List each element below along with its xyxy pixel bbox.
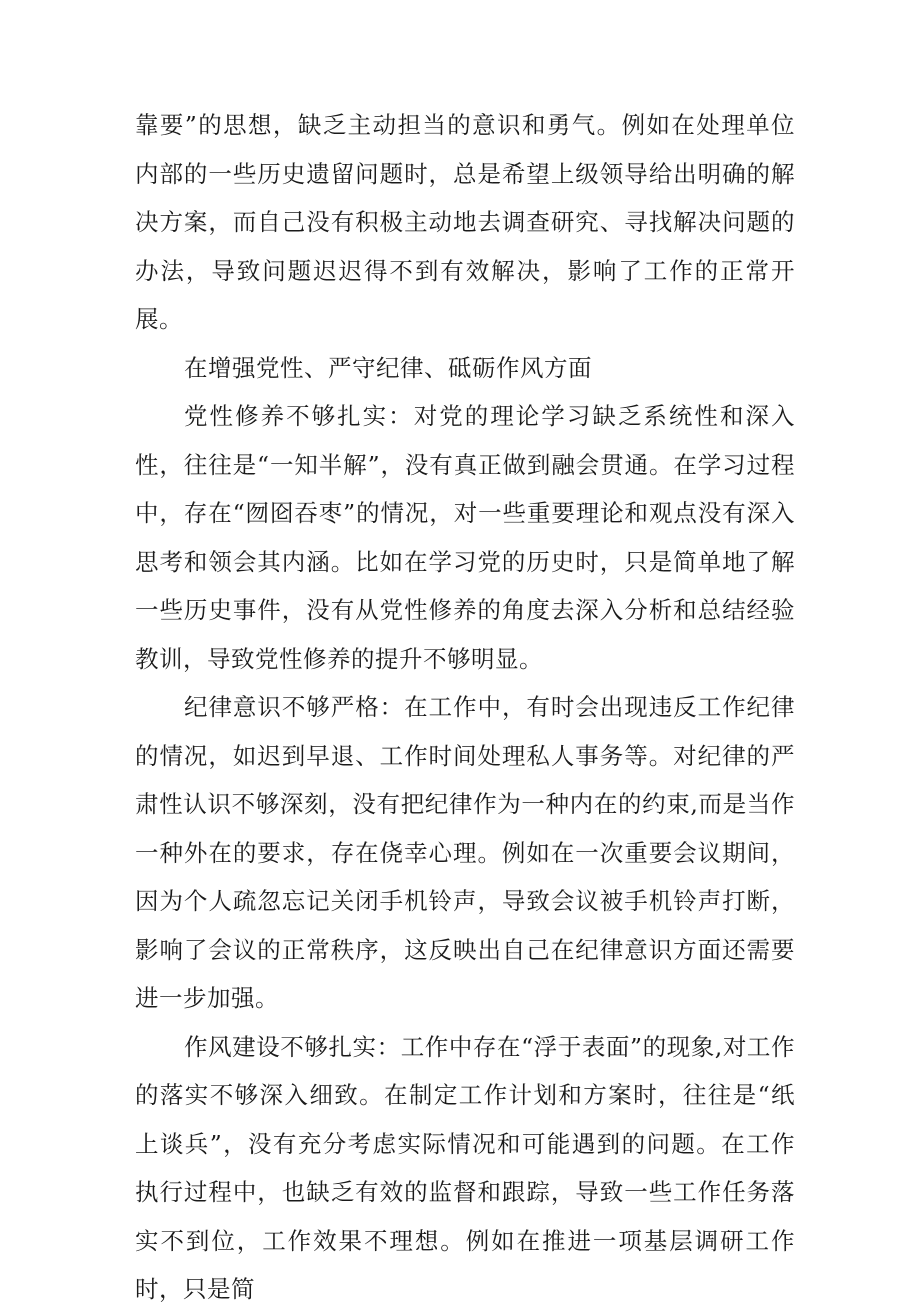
- paragraph-discipline: 纪律意识不够严格：在工作中，有时会出现违反工作纪律的情况，如迟到早退、工作时间处理私人事务等。对纪律的严肃性认识不够深刻，没有把纪律作为一种内在的约束,而是当作一种外在的要求，存在侥幸心理。例如在一次重要会议期间，因为个人疏忽忘记关闭手机铃声，导致会议被手机铃声打断，影响了会议的正常秩序，这反映出自己在纪律意识方面还需要进一步加强。: [135, 693, 795, 1012]
- section-heading: 在增强党性、严守纪律、砥砺作风方面: [184, 353, 592, 382]
- paragraph-party-spirit: 党性修养不够扎实：对党的理论学习缺乏系统性和深入性，往往是“一知半解”，没有真正做到融会贯通。在学习过程中，存在“囫囵吞枣”的情况，对一些重要理论和观点没有深入思考和领会其内涵。比如在学习党的历史时，只是简单地了解一些历史事件，没有从党性修养的角度去深入分析和总结经验教训，导致党性修养的提升不够明显。: [135, 402, 795, 673]
- document-body: [135, 101, 795, 1314]
- paragraph-continuation: 靠要”的思想，缺乏主动担当的意识和勇气。例如在处理单位内部的一些历史遗留问题时，总是希望上级领导给出明确的解决方案，而自己没有积极主动地去调查研究、寻找解决问题的办法，导致问题迟迟得不到有效解决，影响了工作的正常开展。: [135, 111, 795, 333]
- paragraph-work-style: 作风建设不够扎实：工作中存在“浮于表面”的现象,对工作的落实不够深入细致。在制定工作计划和方案时，往往是“纸上谈兵”，没有充分考虑实际情况和可能遇到的问题。在工作执行过程中，也缺乏有效的监督和跟踪，导致一些工作任务落实不到位，工作效果不理想。例如在推进一项基层调研工作时，只是简: [135, 1032, 795, 1303]
